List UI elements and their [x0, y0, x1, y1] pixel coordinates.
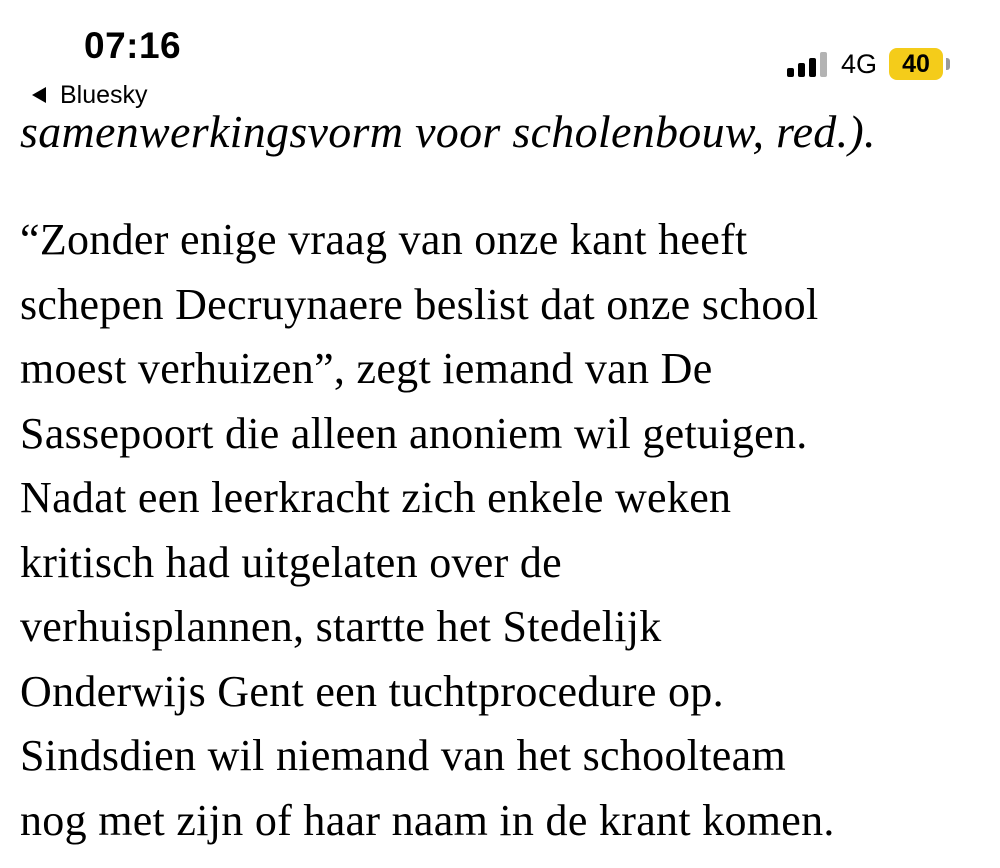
status-indicators — [787, 46, 950, 82]
battery-level: 40 — [902, 49, 930, 78]
back-app-label: Bluesky — [60, 81, 148, 109]
paragraph-line: Sassepoort die alleen anoniem wil getuigen. — [20, 408, 808, 458]
paragraph-line: nog met zijn of haar naam in de krant komen. — [20, 795, 835, 845]
paragraph-line: verhuisplannen, startte het Stedelijk — [20, 602, 662, 651]
cellular-signal-icon — [787, 51, 827, 77]
paragraph-line: schepen Decruynaere beslist dat onze school — [20, 279, 819, 329]
status-time: 07:16 — [84, 25, 182, 66]
signal-bar — [798, 63, 805, 77]
paragraph-line: Nadat een leerkracht zich enkele weken — [20, 473, 732, 522]
battery-icon — [889, 48, 943, 80]
paragraph-line: kritisch had uitgelaten over de — [20, 537, 563, 587]
paragraph-line: moest verhuizen”, zegt iemand van De — [20, 344, 713, 393]
signal-bar — [820, 52, 827, 77]
paragraph-line: Sindsdien wil niemand van het schoolteam — [20, 731, 786, 780]
article-cut-off-line — [20, 99, 980, 159]
network-type: 4G — [840, 48, 877, 79]
paragraph-line: “Zonder enige vraag van onze kant heeft — [20, 215, 748, 264]
signal-bar — [787, 68, 794, 77]
signal-bar — [809, 58, 816, 77]
article-cut-off-text: samenwerkingsvorm voor scholenbouw, red.). — [20, 106, 876, 157]
article-paragraph — [20, 208, 980, 853]
battery-tip-icon — [946, 58, 950, 70]
paragraph-line: Onderwijs Gent een tuchtprocedure op. — [20, 666, 724, 716]
